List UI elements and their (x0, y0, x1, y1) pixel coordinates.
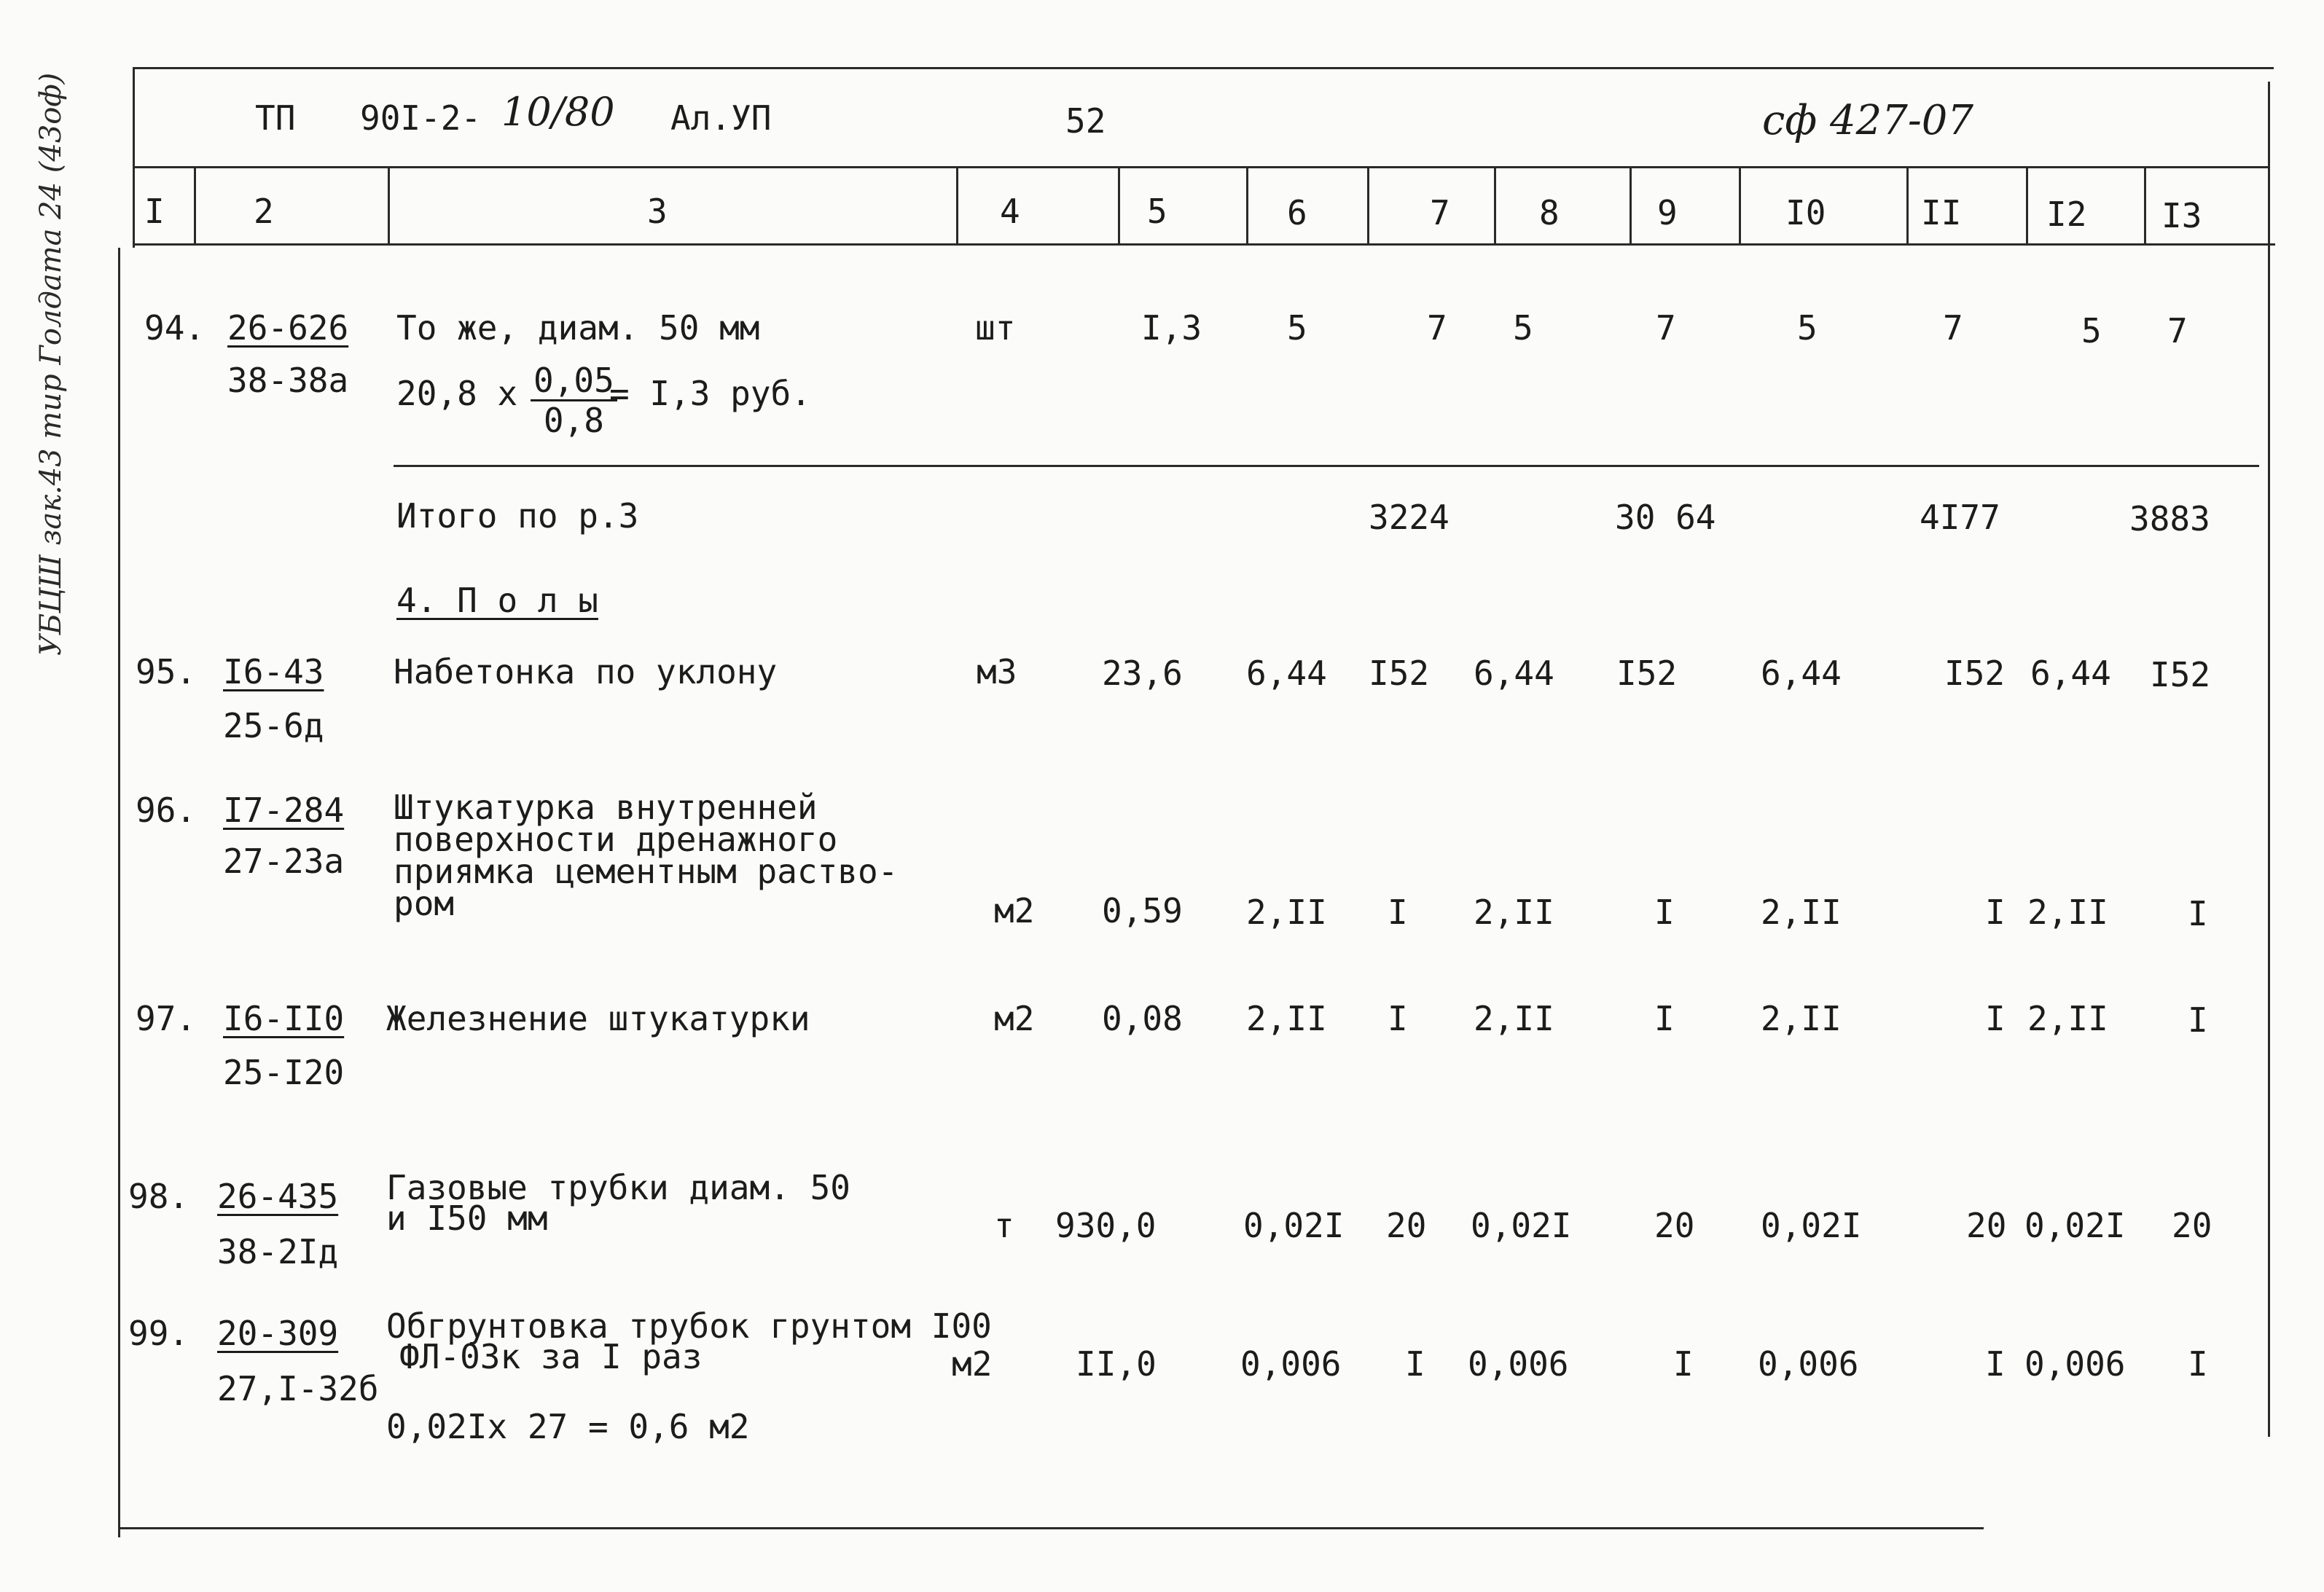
work-name-line-1: Газовые трубки диам. 50 (386, 1168, 850, 1207)
work-name: Железнение штукатурки (386, 999, 810, 1038)
row-number: 96. (136, 791, 197, 830)
cell-c11: I (1985, 893, 2006, 932)
unit: м2 (952, 1344, 993, 1384)
cell-c9: 7 (1656, 308, 1676, 348)
quantity: I,3 (1141, 308, 1202, 348)
cell-c8: 6,44 (1474, 654, 1554, 693)
col-divider-7 (1494, 166, 1496, 245)
work-name-line-2: поверхности дренажного (394, 820, 838, 859)
cell-c12: 0,006 (2024, 1344, 2126, 1384)
cell-c10: 6,44 (1761, 654, 1842, 693)
cell-c11: 7 (1943, 308, 1963, 348)
cell-c8: 0,02I (1471, 1206, 1572, 1245)
header-project-code: 90I-2- (360, 98, 482, 138)
norm-code: 20-309 (217, 1314, 339, 1353)
cell-c13: I (2188, 1000, 2208, 1040)
cell-c10: 0,006 (1758, 1344, 1859, 1384)
cell-c13: 7 (2167, 311, 2188, 350)
col-header-11: II (1921, 193, 1962, 232)
row-number: 94. (144, 308, 206, 348)
cell-c6: 6,44 (1246, 654, 1327, 693)
col-divider-3 (956, 166, 958, 245)
cell-c8: 2,II (1474, 999, 1554, 1038)
calc-line: 0,02Iх 27 = 0,6 м2 (386, 1407, 750, 1446)
cell-c7: I52 (1369, 654, 1430, 693)
cell-c10: 5 (1797, 308, 1818, 348)
header-rule (133, 166, 2268, 168)
price-code: 25-I20 (223, 1053, 345, 1092)
header-tp-label: ТП (255, 98, 296, 138)
frame-left (133, 67, 135, 248)
subtotal-c7: 3224 (1369, 498, 1449, 537)
frame-top (133, 67, 2274, 69)
subtotal-label: Итого по р.3 (396, 496, 639, 536)
norm-code: I7-284 (223, 791, 345, 830)
header-page-number: 52 (1065, 101, 1106, 141)
frame-right (2268, 82, 2270, 1437)
calc-numerator: 0,05 (531, 361, 617, 401)
col-divider-6 (1367, 166, 1369, 245)
cell-c12: 0,02I (2024, 1206, 2126, 1245)
col-header-13: I3 (2161, 196, 2202, 235)
work-name: Набетонка по уклону (394, 652, 778, 691)
cell-c13: 20 (2172, 1206, 2213, 1245)
col-divider-5 (1246, 166, 1248, 245)
cell-c9: I (1673, 1344, 1694, 1384)
work-name-line-4: ром (394, 884, 455, 923)
cell-c8: 5 (1513, 308, 1533, 348)
cell-c12: 6,44 (2030, 654, 2111, 693)
cell-c10: 2,II (1761, 999, 1842, 1038)
cell-c7: I (1405, 1344, 1425, 1384)
col-header-12: I2 (2046, 195, 2087, 234)
col-divider-8 (1629, 166, 1632, 245)
col-divider-11 (2026, 166, 2028, 245)
cell-c13: I52 (2150, 655, 2211, 694)
unit: м2 (994, 999, 1035, 1038)
work-name-line-2: ФЛ-03к за I раз (399, 1337, 703, 1376)
header-sheet-code: сф 427-07 (1762, 97, 1974, 144)
cell-c7: I (1388, 893, 1408, 932)
cell-c11: I (1985, 999, 2006, 1038)
cell-c6: 0,006 (1240, 1344, 1342, 1384)
header-project-suffix: 10/80 (501, 89, 615, 135)
col-divider-2 (388, 166, 390, 245)
cell-c9: 20 (1654, 1206, 1695, 1245)
quantity: 0,59 (1102, 891, 1183, 930)
quantity: 23,6 (1102, 654, 1183, 693)
cell-c12: 5 (2081, 311, 2102, 350)
work-name-line-1: Обгрунтовка трубок грунтом I00 (386, 1306, 992, 1346)
col-divider-1 (194, 166, 196, 245)
col-divider-10 (1906, 166, 1909, 245)
unit: м3 (977, 652, 1017, 691)
subtotal-rule (394, 465, 2259, 467)
cell-c10: 0,02I (1761, 1206, 1862, 1245)
norm-code: 26-626 (227, 308, 349, 348)
col-header-7: 7 (1430, 193, 1450, 232)
calc-prefix: 20,8 x (396, 374, 518, 413)
row-number: 97. (136, 999, 197, 1038)
work-name-line-1: Штукатурка внутренней (394, 788, 818, 827)
cell-c6: 5 (1287, 308, 1307, 348)
col-divider-12 (2144, 166, 2146, 245)
norm-code: I6-43 (223, 652, 324, 691)
cell-c6: 2,II (1246, 893, 1327, 932)
cell-c7: 7 (1427, 308, 1447, 348)
unit: м2 (994, 891, 1035, 930)
quantity: 0,08 (1102, 999, 1183, 1038)
col-header-10: I0 (1785, 193, 1826, 232)
col-header-2: 2 (254, 192, 274, 231)
cell-c11: I (1985, 1344, 2006, 1384)
frame-bottom (118, 1527, 1984, 1529)
price-code: 38-2Iд (217, 1232, 339, 1271)
row-number: 99. (128, 1314, 189, 1353)
row-number: 95. (136, 652, 197, 691)
cell-c9: I (1654, 999, 1675, 1038)
cell-c6: 0,02I (1243, 1206, 1345, 1245)
cell-c8: 0,006 (1468, 1344, 1569, 1384)
header-album: Ал.УП (670, 98, 772, 138)
norm-code: I6-II0 (223, 999, 345, 1038)
cell-c11: I52 (1944, 654, 2006, 693)
work-name: То же, диам. 50 мм (396, 308, 760, 348)
calc-fraction (531, 361, 617, 439)
col-header-8: 8 (1539, 193, 1560, 232)
col-header-6: 6 (1287, 193, 1307, 232)
cell-c7: 20 (1386, 1206, 1427, 1245)
frame-left-lower (118, 248, 120, 1537)
price-code: 27-23a (223, 842, 345, 881)
col-header-3: 3 (647, 192, 668, 231)
cell-c6: 2,II (1246, 999, 1327, 1038)
cell-c9: I52 (1616, 654, 1678, 693)
cell-c12: 2,II (2027, 999, 2108, 1038)
cell-c7: I (1388, 999, 1408, 1038)
col-header-9: 9 (1657, 193, 1678, 232)
section-title: 4. П о л ы (396, 581, 598, 620)
subtotal-c11: 4I77 (1920, 498, 2000, 537)
work-name-line-3: приямка цементным раство- (394, 852, 899, 891)
cell-c10: 2,II (1761, 893, 1842, 932)
calc-suffix: = I,3 руб. (609, 374, 811, 413)
colhead-rule (133, 243, 2275, 246)
cell-c13: I (2188, 1344, 2208, 1384)
col-divider-9 (1739, 166, 1741, 245)
col-header-1: I (144, 192, 165, 231)
cell-c9: I (1654, 893, 1675, 932)
price-code: 27,I-32б (217, 1369, 379, 1408)
work-name-line-2: и I50 мм (386, 1199, 548, 1238)
norm-code: 26-435 (217, 1177, 339, 1216)
quantity: 930,0 (1055, 1206, 1157, 1245)
unit: шт (975, 308, 1016, 348)
price-code: 25-6д (223, 706, 324, 745)
subtotal-c13: 3883 (2129, 499, 2210, 538)
row-number: 98. (128, 1177, 189, 1216)
quantity: II,0 (1076, 1344, 1157, 1384)
subtotal-c9: 30 64 (1615, 498, 1716, 537)
col-header-4: 4 (1000, 192, 1020, 231)
unit: т (994, 1206, 1014, 1245)
cell-c11: 20 (1966, 1206, 2007, 1245)
cell-c12: 2,II (2027, 893, 2108, 932)
margin-stamp-note: УБЦШ зак.43 тир Голдата 24 (43оф) (34, 72, 68, 656)
price-code: 38-38a (227, 361, 349, 400)
col-divider-4 (1118, 166, 1120, 245)
calc-denominator: 0,8 (543, 401, 604, 440)
cell-c8: 2,II (1474, 893, 1554, 932)
cell-c13: I (2188, 894, 2208, 933)
col-header-5: 5 (1147, 192, 1167, 231)
